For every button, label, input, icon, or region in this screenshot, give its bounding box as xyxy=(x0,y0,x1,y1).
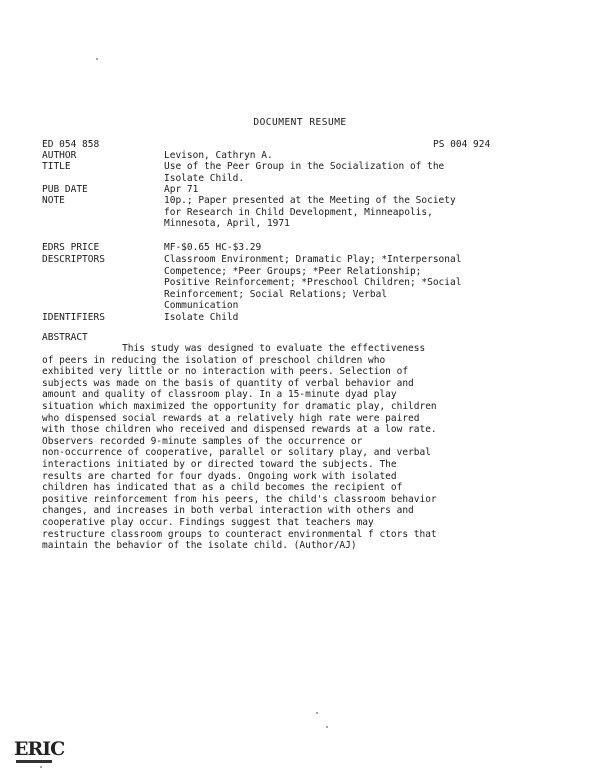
field-value-line: for Research in Child Development, Minneapolis, xyxy=(164,206,433,218)
abstract-label: ABSTRACT xyxy=(42,332,88,343)
abstract-line: exhibited very little or no interaction with peers. Selection of xyxy=(42,366,409,378)
field-label: PUB DATE xyxy=(42,184,88,195)
abstract-line: of peers in reducing the isolation of preschool children who xyxy=(42,354,386,366)
field-value-line: Isolate Child xyxy=(164,312,239,323)
abstract-line: situation which maximized the opportunity for dramatic play, children xyxy=(42,400,437,412)
abstract-line: maintain the behavior of the isolate child. (Author/AJ) xyxy=(42,540,357,552)
field-label: AUTHOR xyxy=(42,150,77,161)
field-value xyxy=(164,242,574,254)
eric-logo xyxy=(14,738,65,764)
field-value-line: Minnesota, April, 1971 xyxy=(164,218,290,229)
abstract-line: Observers recorded 9-minute samples of the occurrence or xyxy=(42,435,363,447)
abstract-line: changes, and increases in both verbal interaction with others and xyxy=(42,505,414,517)
eric-logo-text: ERIC xyxy=(14,738,65,760)
field-value-line: 10p.; Paper presented at the Meeting of the Society xyxy=(164,195,456,206)
field-value-line: Positive Reinforcement; *Preschool Children; *Social xyxy=(164,277,462,288)
field-label: TITLE xyxy=(42,161,71,172)
field-value-line: Communication xyxy=(164,300,239,311)
abstract-line: subjects was made on the basis of quantity of verbal behavior and xyxy=(42,377,414,389)
field-value xyxy=(164,161,574,184)
abstract-line: non-occurrence of cooperative, parallel or solitary play, and verbal xyxy=(42,447,431,459)
field-label: IDENTIFIERS xyxy=(42,312,105,323)
abstract-line: This study was designed to evaluate the effectiveness xyxy=(42,343,426,354)
field-label: DESCRIPTORS xyxy=(42,254,105,265)
field-label: EDRS PRICE xyxy=(42,242,100,253)
abstract-line: interactions initiated by or directed toward the subjects. The xyxy=(42,458,397,470)
scan-speck xyxy=(40,766,42,768)
ps-number: PS 004 924 xyxy=(433,139,491,150)
abstract-line: positive reinforcement from his peers, the child's classroom behavior xyxy=(42,493,437,505)
field-value-line: Classroom Environment; Dramatic Play; *Interpersonal xyxy=(164,254,462,265)
field-value-line: MF-$0.65 HC-$3.29 xyxy=(164,242,262,253)
abstract-line: cooperative play occur. Findings suggest that teachers may xyxy=(42,516,374,528)
field-value-line: Apr 71 xyxy=(164,184,199,195)
field-value xyxy=(164,150,574,162)
field-value xyxy=(164,312,574,324)
field-value-line: Competence; *Peer Groups; *Peer Relationship; xyxy=(164,265,422,277)
field-value xyxy=(164,184,574,196)
abstract-line: restructure classroom groups to counteract environmental f ctors that xyxy=(42,528,437,540)
document-title: DOCUMENT RESUME xyxy=(253,117,347,128)
abstract-line: children has indicated that as a child becomes the recipient of xyxy=(42,482,403,494)
field-value-line: Use of the Peer Group in the Socialization of the xyxy=(164,161,445,172)
scan-speck xyxy=(316,712,318,714)
logo-underline xyxy=(16,760,52,763)
field-value xyxy=(164,254,574,312)
ed-number: ED 054 858 xyxy=(42,139,100,150)
abstract-line: with those children who received and dispensed rewards at a low rate. xyxy=(42,424,437,436)
abstract-line: results are charted for four dyads. Ongoing work with isolated xyxy=(42,470,397,482)
field-value-line: Levison, Cathryn A. xyxy=(164,150,273,161)
abstract-text xyxy=(42,343,572,552)
abstract-line: who dispensed social rewards at a relatively high rate were paired xyxy=(42,412,420,424)
field-value xyxy=(164,195,574,230)
scan-speck xyxy=(96,58,98,60)
field-value-line: Isolate Child. xyxy=(164,172,245,184)
abstract-line: amount and quality of classroom play. In a 15-minute dyad play xyxy=(42,389,397,401)
scan-speck xyxy=(326,726,328,728)
field-value-line: Reinforcement; Social Relations; Verbal xyxy=(164,288,388,300)
field-label: NOTE xyxy=(42,195,65,206)
